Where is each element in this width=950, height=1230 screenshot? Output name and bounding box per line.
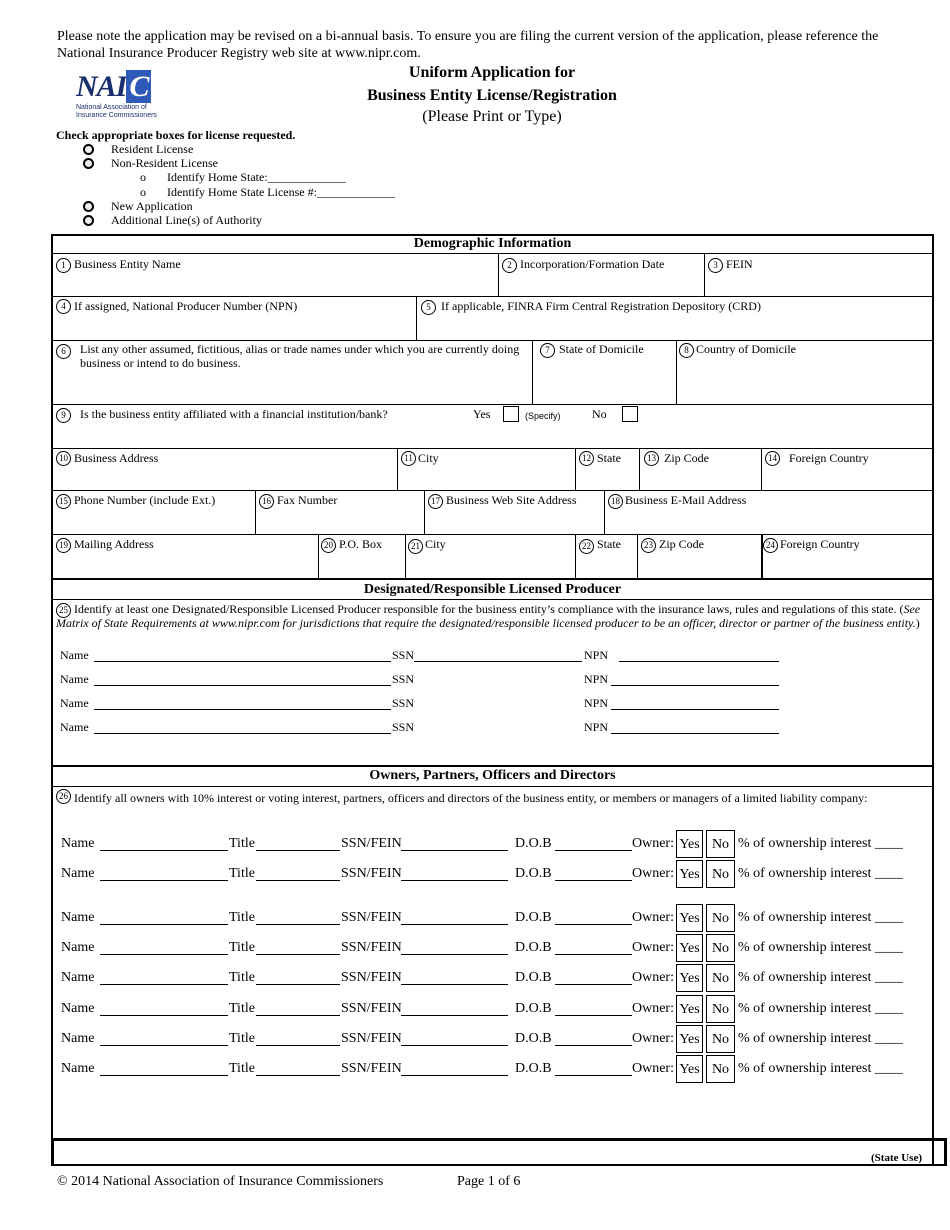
field-number: 6: [56, 344, 71, 359]
incorporation-date-label: Incorporation/Formation Date: [520, 257, 665, 271]
owner-ssn-line[interactable]: [401, 850, 508, 851]
bank-affiliation-yes-label: Yes: [473, 407, 491, 421]
owner-title-line[interactable]: [256, 954, 340, 955]
owner-pct-label: % of ownership interest ____: [738, 836, 903, 851]
owner-dob-line[interactable]: [555, 954, 632, 955]
owner-title-label: Title: [229, 970, 255, 985]
po-box-label: P.O. Box: [339, 537, 383, 551]
owner-title-label: Title: [229, 910, 255, 925]
field-number: 3: [708, 258, 723, 273]
field-number: 14: [765, 451, 780, 466]
field-number: 18: [608, 494, 623, 509]
owner-name-line[interactable]: [100, 1015, 228, 1016]
owner-pct-label: % of ownership interest ____: [738, 1031, 903, 1046]
owner-ssn-label: SSN/FEIN: [341, 836, 402, 851]
website-label: Business Web Site Address: [446, 493, 577, 507]
dlp-npn-line[interactable]: [611, 709, 779, 710]
business-city-label: City: [418, 451, 439, 465]
resident-license-label: Resident License: [111, 142, 194, 156]
business-entity-name-label: Business Entity Name: [74, 257, 181, 271]
owner-dob-line[interactable]: [555, 984, 632, 985]
owner-owner-label: Owner:: [632, 866, 674, 881]
crd-label: If applicable, FINRA Firm Central Registration Depository (CRD): [441, 299, 761, 313]
owner-dob-label: D.O.B: [515, 1031, 552, 1046]
dlp-npn-line[interactable]: [619, 661, 779, 662]
field-number: 26: [56, 789, 71, 804]
owner-name-label: Name: [61, 1031, 95, 1046]
owner-owner-label: Owner:: [632, 970, 674, 985]
owner-owner-label: Owner:: [632, 1031, 674, 1046]
owner-yes-box[interactable]: Yes: [676, 934, 703, 962]
owner-ssn-label: SSN/FEIN: [341, 1001, 402, 1016]
owner-name-label: Name: [61, 836, 95, 851]
home-state-field[interactable]: Identify Home State:_____________: [167, 170, 346, 184]
owner-yes-box[interactable]: Yes: [676, 1025, 703, 1053]
owner-title-label: Title: [229, 1001, 255, 1016]
mailing-address-label: Mailing Address: [74, 537, 154, 551]
owner-ssn-line[interactable]: [401, 1075, 508, 1076]
page-number: Page 1 of 6: [457, 1174, 521, 1189]
owner-owner-label: Owner:: [632, 1001, 674, 1016]
owner-dob-label: D.O.B: [515, 970, 552, 985]
dlp-ssn-label: SSN: [392, 648, 415, 662]
owner-title-line[interactable]: [256, 1075, 340, 1076]
owner-no-box[interactable]: No: [706, 995, 735, 1023]
owner-pct-label: % of ownership interest ____: [738, 940, 903, 955]
owner-ssn-label: SSN/FEIN: [341, 910, 402, 925]
owner-name-label: Name: [61, 866, 95, 881]
field-number: 4: [56, 299, 71, 314]
owner-title-label: Title: [229, 836, 255, 851]
bank-affiliation-yes-checkbox[interactable]: [503, 406, 519, 422]
form-title-line1: Uniform Application for: [408, 64, 576, 81]
specify-note: (Specify): [525, 411, 561, 421]
owner-dob-line[interactable]: [555, 850, 632, 851]
owner-dob-line[interactable]: [555, 924, 632, 925]
owner-no-box[interactable]: No: [706, 904, 735, 932]
field-number: 22: [579, 539, 594, 554]
fax-label: Fax Number: [277, 493, 338, 507]
owner-no-box[interactable]: No: [706, 830, 735, 858]
field-number: 5: [421, 300, 436, 315]
nonresident-license-label: Non-Resident License: [111, 156, 218, 170]
bank-affiliation-no-label: No: [592, 407, 607, 421]
owner-ssn-line[interactable]: [401, 924, 508, 925]
owner-name-line[interactable]: [100, 1075, 228, 1076]
nonresident-license-radio[interactable]: [83, 158, 94, 169]
dlp-name-label: Name: [60, 648, 89, 662]
owner-name-line[interactable]: [100, 924, 228, 925]
owner-dob-label: D.O.B: [515, 1061, 552, 1076]
owner-ssn-label: SSN/FEIN: [341, 970, 402, 985]
owner-yes-box[interactable]: Yes: [676, 964, 703, 992]
owner-ssn-label: SSN/FEIN: [341, 866, 402, 881]
dlp-name-label: Name: [60, 720, 89, 734]
field-number: 12: [579, 451, 594, 466]
mailing-state-label: State: [597, 537, 621, 551]
owner-pct-label: % of ownership interest ____: [738, 1061, 903, 1076]
field-number: 23: [641, 538, 656, 553]
owner-yes-box[interactable]: Yes: [676, 830, 703, 858]
field-number: 21: [408, 539, 423, 554]
owner-owner-label: Owner:: [632, 836, 674, 851]
owner-dob-label: D.O.B: [515, 866, 552, 881]
bank-affiliation-question: Is the business entity affiliated with a financial institution/bank?: [80, 407, 388, 421]
dlp-name-line[interactable]: [94, 685, 391, 686]
phone-label: Phone Number (include Ext.): [74, 493, 216, 507]
field-number: 15: [56, 494, 71, 509]
owner-ssn-label: SSN/FEIN: [341, 940, 402, 955]
dlp-section-title: Designated/Responsible Licensed Producer: [363, 582, 622, 597]
owner-name-label: Name: [61, 910, 95, 925]
mailing-zip-label: Zip Code: [659, 537, 704, 551]
demographic-section-title: Demographic Information: [413, 236, 572, 251]
field-number: 7: [540, 343, 555, 358]
field-number: 19: [56, 538, 71, 553]
business-foreign-country-label: Foreign Country: [789, 451, 869, 465]
dlp-name-line[interactable]: [94, 661, 391, 662]
owner-owner-label: Owner:: [632, 940, 674, 955]
dlp-ssn-label: SSN: [392, 696, 415, 710]
owner-ssn-line[interactable]: [401, 1015, 508, 1016]
dlp-ssn-label: SSN: [392, 720, 415, 734]
owner-title-line[interactable]: [256, 880, 340, 881]
copyright: © 2014 National Association of Insurance Commissioners: [57, 1174, 384, 1189]
business-zip-label: Zip Code: [664, 451, 709, 465]
owner-dob-label: D.O.B: [515, 1001, 552, 1016]
dlp-name-line[interactable]: [94, 709, 391, 710]
owner-title-line[interactable]: [256, 984, 340, 985]
trade-names-label: List any other assumed, fictitious, alias or trade names under which you are currently doing business or intend to do business.: [80, 342, 520, 370]
email-label: Business E-Mail Address: [625, 493, 747, 507]
field-number: 11: [401, 451, 416, 466]
owners-section-title: Owners, Partners, Officers and Directors: [369, 768, 616, 783]
owner-yes-box[interactable]: Yes: [676, 860, 703, 888]
form-body: [51, 234, 934, 1166]
owner-ssn-line[interactable]: [401, 880, 508, 881]
owner-no-box[interactable]: No: [706, 934, 735, 962]
mailing-foreign-country-label: Foreign Country: [780, 537, 860, 551]
owner-no-box[interactable]: No: [706, 1025, 735, 1053]
owner-name-label: Name: [61, 1001, 95, 1016]
form-title-line3: (Please Print or Type): [422, 108, 562, 125]
owner-ssn-label: SSN/FEIN: [341, 1031, 402, 1046]
dlp-name-label: Name: [60, 696, 89, 710]
owner-title-label: Title: [229, 1031, 255, 1046]
field-number: 10: [56, 451, 71, 466]
owner-title-line[interactable]: [256, 850, 340, 851]
owner-no-box[interactable]: No: [706, 860, 735, 888]
owner-dob-line[interactable]: [555, 1075, 632, 1076]
owner-dob-label: D.O.B: [515, 940, 552, 955]
dlp-npn-label: NPN: [584, 696, 609, 710]
owner-pct-label: % of ownership interest ____: [738, 970, 903, 985]
owner-dob-line[interactable]: [555, 1045, 632, 1046]
country-of-domicile-label: Country of Domicile: [696, 342, 796, 356]
owner-name-label: Name: [61, 1061, 95, 1076]
fein-label: FEIN: [726, 257, 753, 271]
bank-affiliation-no-checkbox[interactable]: [622, 406, 638, 422]
owner-name-label: Name: [61, 940, 95, 955]
owner-name-line[interactable]: [100, 954, 228, 955]
form-title-line2: Business Entity License/Registration: [367, 87, 617, 104]
owner-title-line[interactable]: [256, 1015, 340, 1016]
additional-loa-label: Additional Line(s) of Authority: [111, 213, 262, 227]
owner-ssn-line[interactable]: [401, 954, 508, 955]
owner-yes-box[interactable]: Yes: [676, 995, 703, 1023]
naic-logo: NAI C National Association of Insurance Commissioners: [76, 70, 157, 119]
dlp-ssn-line[interactable]: [414, 661, 582, 662]
field-number: 25: [56, 603, 71, 618]
owner-yes-box[interactable]: Yes: [676, 1055, 703, 1083]
dlp-npn-label: NPN: [584, 648, 609, 662]
field-number: 17: [428, 494, 443, 509]
owner-no-box[interactable]: No: [706, 964, 735, 992]
dlp-instructions: Identify at least one Designated/Responsible Licensed Producer responsible for the business entity’s compliance with the insurance laws, rules and regulations of this state. (See Matrix of State Requirements at www.nipr.com for jurisdictions that require the designated/responsible licensed producer to be an officer, director or partner of the business entity.): [56, 602, 921, 630]
business-address-label: Business Address: [74, 451, 159, 465]
home-state-license-field[interactable]: Identify Home State License #:_____________: [167, 185, 395, 199]
mailing-city-label: City: [425, 537, 446, 551]
owner-dob-line[interactable]: [555, 1015, 632, 1016]
owner-yes-box[interactable]: Yes: [676, 904, 703, 932]
owner-pct-label: % of ownership interest ____: [738, 1001, 903, 1016]
field-number: 16: [259, 494, 274, 509]
owners-instructions: Identify all owners with 10% interest or voting interest, partners, officers and directors of the business entity, or members or managers of a limited liability company:: [74, 791, 868, 805]
dlp-ssn-label: SSN: [392, 672, 415, 686]
field-number: 2: [502, 258, 517, 273]
dlp-name-line[interactable]: [94, 733, 391, 734]
new-application-radio[interactable]: [83, 201, 94, 212]
state-use-box: [51, 1138, 947, 1166]
owner-ssn-line[interactable]: [401, 984, 508, 985]
dlp-npn-line[interactable]: [611, 733, 779, 734]
resident-license-radio[interactable]: [83, 144, 94, 155]
bullet-icon: o: [140, 185, 146, 199]
owner-title-line[interactable]: [256, 924, 340, 925]
field-number: 13: [644, 451, 659, 466]
revision-notice: Please note the application may be revised on a bi-annual basis. To ensure you are filing the current version of the application, please reference the National Insurance Producer Registry web site at www.nipr.com.: [57, 29, 879, 61]
field-number: 8: [679, 343, 694, 358]
owner-name-line[interactable]: [100, 1045, 228, 1046]
field-number: 24: [763, 538, 778, 553]
owner-ssn-line[interactable]: [401, 1045, 508, 1046]
owner-name-label: Name: [61, 970, 95, 985]
field-number: 1: [56, 258, 71, 273]
owner-name-line[interactable]: [100, 880, 228, 881]
owner-dob-label: D.O.B: [515, 910, 552, 925]
owner-owner-label: Owner:: [632, 1061, 674, 1076]
owner-title-label: Title: [229, 940, 255, 955]
owner-dob-line[interactable]: [555, 880, 632, 881]
owner-name-line[interactable]: [100, 984, 228, 985]
bullet-icon: o: [140, 170, 146, 184]
owner-pct-label: % of ownership interest ____: [738, 866, 903, 881]
field-number: 20: [321, 538, 336, 553]
new-application-label: New Application: [111, 199, 193, 213]
owner-title-line[interactable]: [256, 1045, 340, 1046]
state-use-label: (State Use): [871, 1152, 923, 1164]
state-of-domicile-label: State of Domicile: [559, 342, 644, 356]
field-number: 9: [56, 408, 71, 423]
dlp-npn-label: NPN: [584, 720, 609, 734]
owner-title-label: Title: [229, 866, 255, 881]
owner-ssn-label: SSN/FEIN: [341, 1061, 402, 1076]
owner-title-label: Title: [229, 1061, 255, 1076]
license-request-heading: Check appropriate boxes for license requested.: [56, 128, 296, 142]
business-state-label: State: [597, 451, 621, 465]
owner-dob-label: D.O.B: [515, 836, 552, 851]
dlp-npn-label: NPN: [584, 672, 609, 686]
additional-loa-radio[interactable]: [83, 215, 94, 226]
dlp-name-label: Name: [60, 672, 89, 686]
owner-no-box[interactable]: No: [706, 1055, 735, 1083]
owner-pct-label: % of ownership interest ____: [738, 910, 903, 925]
owner-owner-label: Owner:: [632, 910, 674, 925]
dlp-npn-line[interactable]: [611, 685, 779, 686]
owner-name-line[interactable]: [100, 850, 228, 851]
npn-label: If assigned, National Producer Number (NPN): [74, 299, 298, 313]
